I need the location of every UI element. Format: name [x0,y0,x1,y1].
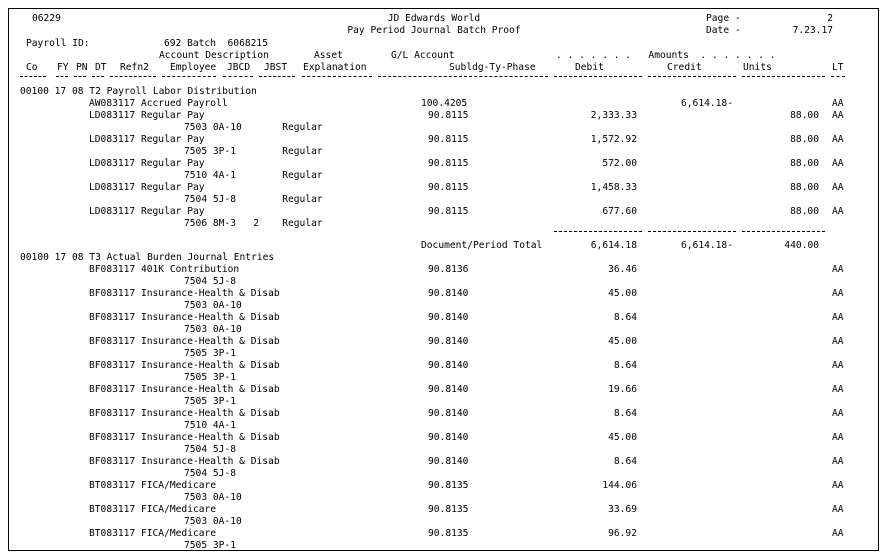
batch-number: 692 Batch 6068215 [164,38,268,49]
entry-description: BF083117 Insurance-Health & Disab [89,360,280,371]
entry-debit: 572.00 [602,158,637,169]
entry-account: 90.8140 [428,288,469,299]
col-subledger: Subldg-Ty-Phase [449,62,536,73]
rule [742,76,825,77]
rule [302,76,372,77]
rule [648,76,736,77]
entry-account: 90.8140 [428,456,469,467]
entry-debit: 8.64 [613,360,637,371]
rule [92,76,104,77]
entry-units: 88.00 [790,134,819,145]
entry-account: 90.8135 [428,528,469,539]
entry-debit: 45.00 [608,336,637,347]
entry-lt: AA [832,504,844,515]
col-dt: DT [95,62,107,73]
report-id: 06229 [32,13,61,24]
entry-debit: 36.46 [608,264,637,275]
entry-debit: 144.06 [602,480,637,491]
col-co: Co [26,62,38,73]
entry-lt: AA [832,360,844,371]
entry-credit: 6,614.18- [681,98,733,109]
report-date: 7.23.17 [792,25,833,36]
entry-account: 90.8115 [428,110,469,121]
entry-description: BF083117 Insurance-Health & Disab [89,456,280,467]
entry-lt: AA [832,432,844,443]
entry-units: 88.00 [790,182,819,193]
entry-subledger: 7510 4A-1 Regular [184,170,323,181]
entry-subledger: 7504 5J-8 [184,444,236,455]
entry-account: 90.8140 [428,336,469,347]
entry-lt: AA [832,98,844,109]
entry-account: 90.8140 [428,360,469,371]
entry-account: 90.8135 [428,504,469,515]
entry-subledger: 7503 0A-10 [184,300,242,311]
col-account-description: Account Description [159,50,269,61]
entry-lt: AA [832,288,844,299]
entry-subledger: 7505 3P-1 [184,540,236,551]
entry-debit: 1,572.92 [590,134,637,145]
entry-lt: AA [832,134,844,145]
rule [378,76,548,77]
col-lt: LT [832,62,844,73]
entry-subledger: 7510 4A-1 [184,420,236,431]
entry-debit: 8.64 [613,312,637,323]
col-jbcd: JBCD [227,62,251,73]
entry-lt: AA [832,408,844,419]
entry-description: BT083117 FICA/Medicare [89,504,217,515]
entry-subledger: 7504 5J-8 Regular [184,194,323,205]
total-rule [742,231,825,232]
entry-description: BF083117 401K Contribution [89,264,240,275]
entry-subledger: 7504 5J-8 [184,276,236,287]
col-asset: Asset [314,50,343,61]
entry-account: 90.8115 [428,182,469,193]
entry-lt: AA [832,384,844,395]
entry-description: LD083117 Regular Pay [89,110,205,121]
entry-lt: AA [832,264,844,275]
entry-description: BF083117 Insurance-Health & Disab [89,408,280,419]
rule [831,76,845,77]
report-title: Pay Period Journal Batch Proof [347,25,521,36]
entry-lt: AA [832,456,844,467]
entry-debit: 2,333.33 [590,110,637,121]
payroll-id-label: Payroll ID: [26,38,90,49]
entry-debit: 8.64 [613,408,637,419]
journal-batch-proof-report [8,8,879,551]
entry-subledger: 7505 3P-1 Regular [184,146,323,157]
col-explanation: Explanation [303,62,367,73]
entry-lt: AA [832,336,844,347]
entry-description: LD083117 Regular Pay [89,182,205,193]
total-rule [648,231,736,232]
entry-debit: 1,458.33 [590,182,637,193]
entry-units: 88.00 [790,110,819,121]
entry-lt: AA [832,206,844,217]
entry-debit: 96.92 [608,528,637,539]
rule [223,76,253,77]
col-debit: Debit [575,62,604,73]
total-label: Document/Period Total [421,240,543,251]
entry-subledger: 7504 5J-8 [184,468,236,479]
date-label: Date - [706,25,741,36]
entry-description: BF083117 Insurance-Health & Disab [89,384,280,395]
entry-subledger: 7505 3P-1 [184,396,236,407]
entry-units: 88.00 [790,158,819,169]
entry-description: LD083117 Regular Pay [89,158,205,169]
entry-account: 90.8115 [428,158,469,169]
entry-account: 90.8140 [428,432,469,443]
entry-units: 88.00 [790,206,819,217]
entry-account: 90.8136 [428,264,469,275]
rule [259,76,295,77]
col-refn2: Refn2 [120,62,149,73]
entry-debit: 33.69 [608,504,637,515]
total-units: 440.00 [784,240,819,251]
col-gl-account: G/L Account [391,50,455,61]
page-number: 2 [827,13,833,24]
entry-account: 100.4205 [421,98,468,109]
page-label: Page - [706,13,741,24]
section-heading: 00100 17 08 T2 Payroll Labor Distribution [20,86,257,97]
entry-account: 90.8140 [428,312,469,323]
col-jbst: JBST [264,62,288,73]
entry-subledger: 7503 0A-10 Regular [184,122,323,133]
entry-subledger: 7503 0A-10 [184,324,242,335]
entry-description: BT083117 FICA/Medicare [89,528,217,539]
col-pn: PN [76,62,88,73]
col-employee: Employee [170,62,217,73]
entry-description: BF083117 Insurance-Health & Disab [89,432,280,443]
entry-lt: AA [832,528,844,539]
entry-subledger: 7503 0A-10 [184,492,242,503]
rule [110,76,156,77]
total-rule [554,231,642,232]
entry-description: LD083117 Regular Pay [89,134,205,145]
entry-debit: 677.60 [602,206,637,217]
company-name: JD Edwards World [387,13,481,24]
entry-lt: AA [832,110,844,121]
entry-description: BT083117 FICA/Medicare [89,480,217,491]
entry-subledger: 7503 0A-10 [184,516,242,527]
entry-description: BF083117 Insurance-Health & Disab [89,288,280,299]
entry-description: BF083117 Insurance-Health & Disab [89,312,280,323]
total-credit: 6,614.18- [681,240,733,251]
rule [162,76,216,77]
entry-debit: 19.66 [608,384,637,395]
entry-debit: 45.00 [608,432,637,443]
entry-account: 90.8140 [428,384,469,395]
col-units: Units [743,62,772,73]
entry-lt: AA [832,480,844,491]
entry-subledger: 7505 3P-1 [184,372,236,383]
entry-account: 90.8135 [428,480,469,491]
entry-lt: AA [832,158,844,169]
rule [20,76,46,77]
entry-account: 90.8115 [428,134,469,145]
section-heading: 00100 17 08 T3 Actual Burden Journal Entries [20,252,275,263]
entry-description: BF083117 Insurance-Health & Disab [89,336,280,347]
entry-description: AW083117 Accrued Payroll [89,98,228,109]
entry-debit: 8.64 [613,456,637,467]
entry-description: LD083117 Regular Pay [89,206,205,217]
entry-subledger: 7505 3P-1 [184,348,236,359]
entry-subledger: 7506 8M-3 2 Regular [184,218,323,229]
col-amounts: . . . . . . . Amounts . . . . . . . [556,50,776,61]
entry-account: 90.8140 [428,408,469,419]
rule [74,76,86,77]
col-credit: Credit [667,62,702,73]
rule [56,76,68,77]
entry-account: 90.8115 [428,206,469,217]
entry-lt: AA [832,312,844,323]
entry-debit: 45.00 [608,288,637,299]
entry-lt: AA [832,182,844,193]
total-debit: 6,614.18 [590,240,637,251]
rule [554,76,642,77]
col-fy: FY [57,62,69,73]
